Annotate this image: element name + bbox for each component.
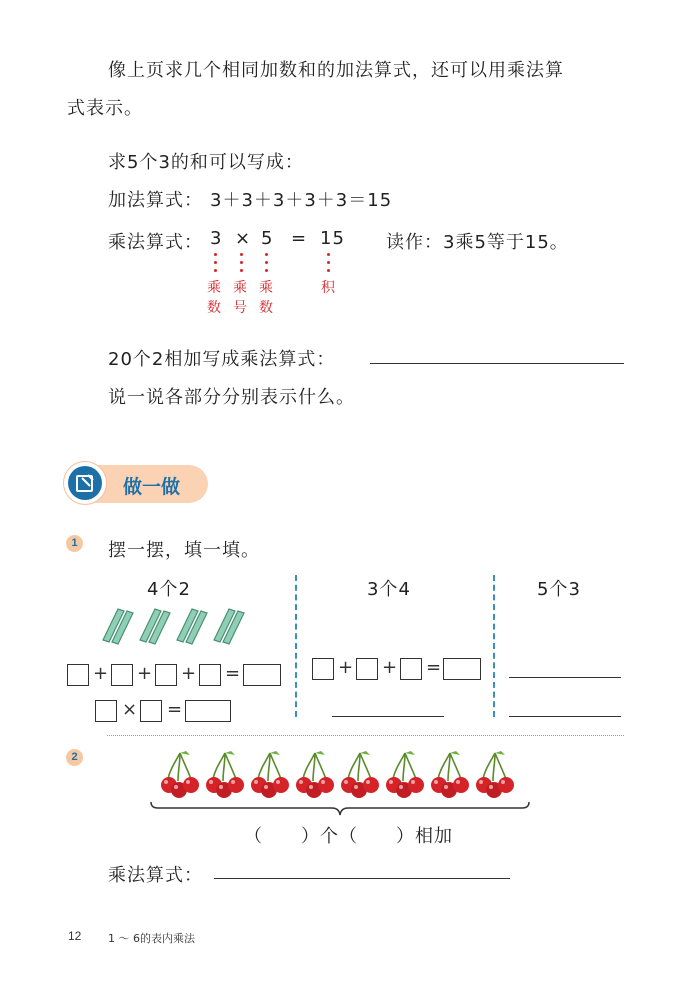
col1-plus-3: + — [181, 663, 197, 684]
mult-sign: × — [235, 228, 252, 249]
col2-title: 3个4 — [367, 579, 411, 600]
factor-1-connector — [214, 253, 218, 277]
sign-connector — [240, 253, 244, 277]
term-multiplication-sign: 乘 号 — [233, 280, 247, 316]
col1-add-box-2[interactable] — [111, 664, 133, 686]
col1-mult-box-2[interactable] — [140, 700, 162, 722]
col1-add-box-3[interactable] — [155, 664, 177, 686]
mult-product: 15 — [320, 228, 345, 249]
pencil-square-icon — [68, 466, 102, 500]
term-factor-2: 乘 数 — [259, 280, 273, 316]
column-divider-2 — [493, 575, 495, 717]
discuss-prompt: 说一说各部分分别表示什么。 — [108, 387, 355, 408]
col1-add-result-box[interactable] — [243, 664, 281, 686]
addition-expression: 3＋3＋3＋3＋3＝15 — [210, 190, 393, 211]
product-connector — [327, 253, 331, 277]
col1-title: 4个2 — [147, 579, 191, 600]
addition-label: 加法算式： — [108, 190, 203, 211]
intro-line-1: 像上页求几个相同加数和的加法算式，还可以用乘法算 — [108, 60, 564, 81]
col1-add-box-1[interactable] — [67, 664, 89, 686]
read-as-text: 读作：3乘5等于15。 — [386, 232, 569, 253]
page-number: 12 — [68, 929, 82, 943]
section-title: 做一做 — [123, 476, 181, 498]
col2-plus-2: + — [382, 657, 398, 678]
col2-add-box-3[interactable] — [400, 658, 422, 680]
col1-plus-1: + — [93, 663, 109, 684]
mult-factor-2: 5 — [261, 228, 274, 249]
exercise-1-number: 1 — [66, 535, 83, 552]
intro-line-2: 式表示。 — [67, 98, 143, 119]
col3-mult-answer-line[interactable] — [509, 716, 621, 717]
chapter-title: 1 ～ 6的表内乘法 — [108, 932, 195, 945]
col2-equals: = — [426, 657, 442, 678]
twenty-twos-prompt: 20个2相加写成乘法算式： — [108, 349, 336, 370]
column-divider-1 — [295, 575, 297, 717]
col1-plus-2: + — [137, 663, 153, 684]
mult-equals: = — [291, 228, 308, 249]
col2-add-box-2[interactable] — [356, 658, 378, 680]
col2-add-result-box[interactable] — [443, 658, 481, 680]
exercise-2-mult-label: 乘法算式： — [108, 865, 203, 886]
mult-factor-1: 3 — [210, 228, 223, 249]
term-factor-1: 乘 数 — [207, 280, 221, 316]
example-prompt: 求5个3的和可以写成： — [108, 152, 304, 173]
col2-mult-answer-line[interactable] — [332, 716, 444, 717]
col1-add-box-4[interactable] — [199, 664, 221, 686]
answer-line-twenty-twos[interactable] — [370, 363, 624, 364]
col1-equals-add: = — [225, 663, 241, 684]
exercise-1-instruction: 摆一摆，填一填。 — [108, 540, 260, 561]
multiplication-label: 乘法算式： — [108, 232, 203, 253]
bracket-caption: （ ）个（ ）相加 — [244, 826, 453, 847]
exercise-separator — [107, 735, 624, 736]
term-product: 积 — [321, 280, 335, 296]
col2-add-box-1[interactable] — [312, 658, 334, 680]
exercise-2-answer-line[interactable] — [214, 878, 510, 879]
factor-2-connector — [265, 253, 269, 277]
col3-add-answer-line[interactable] — [509, 677, 621, 678]
cherries-image — [160, 749, 530, 805]
exercise-2-number: 2 — [66, 749, 83, 766]
col1-times: × — [122, 699, 138, 720]
stick-pairs-image — [100, 606, 250, 646]
col3-title: 5个3 — [537, 579, 581, 600]
col2-plus-1: + — [338, 657, 354, 678]
grouping-brace — [150, 800, 530, 820]
col1-mult-result-box[interactable] — [185, 700, 231, 722]
col1-mult-box-1[interactable] — [95, 700, 117, 722]
col1-equals-mult: = — [167, 699, 183, 720]
